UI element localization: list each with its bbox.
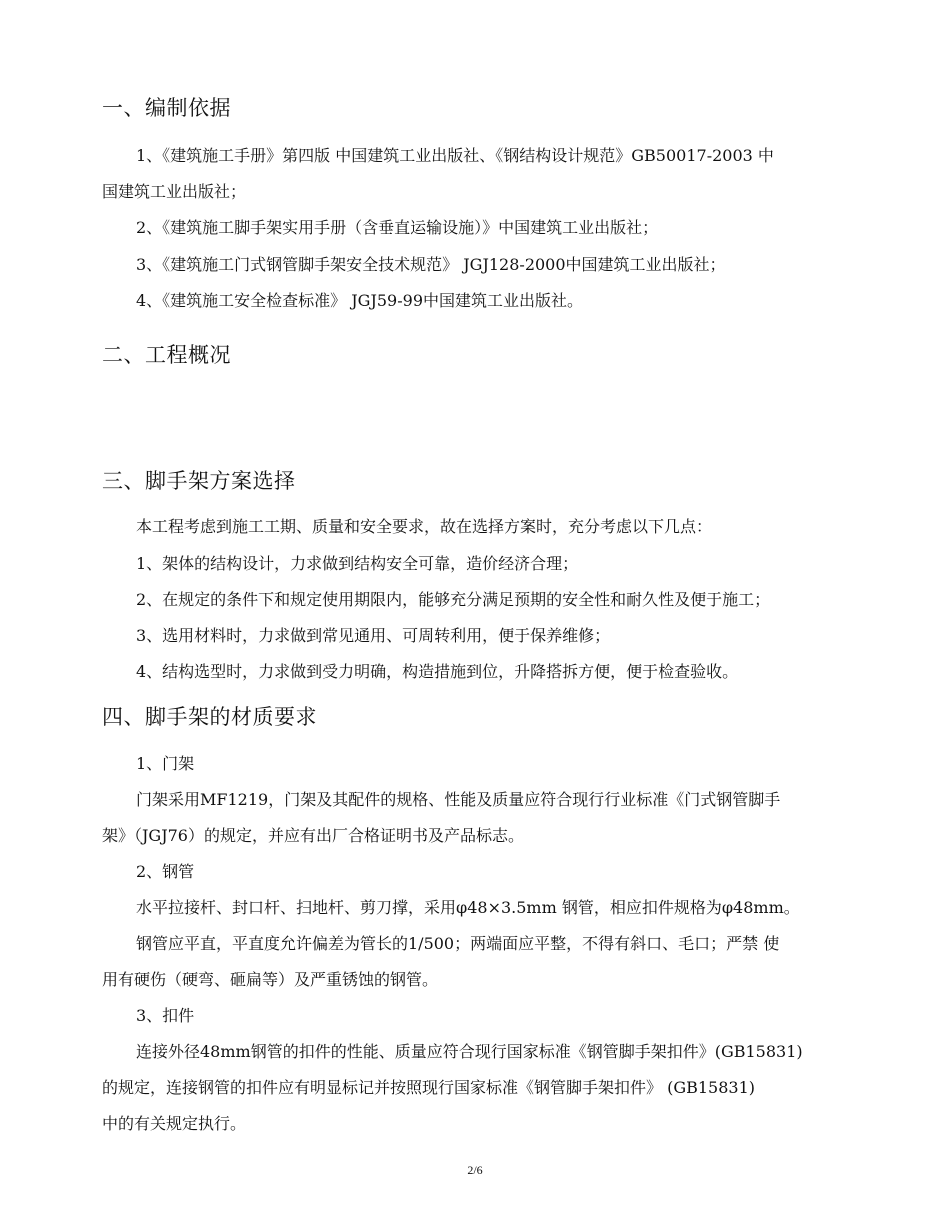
pipe-text-3: 用有硬伤（硬弯、砸扁等）及严重锈蚀的钢管。 — [102, 970, 439, 989]
s1-item-2: 2、《建筑施工脚手架实用手册（含垂直运输设施）》中国建筑工业出版社； — [136, 218, 659, 237]
page-number: 2/6 — [467, 1163, 483, 1177]
coupler-text-2: 的规定，连接钢管的扣件应有明显标记并按照现行国家标准《钢管脚手架扣件》 (GB15831) — [102, 1078, 756, 1097]
s1-item-1: 1、《建筑施工手册》第四版 中国建筑工业出版社、《钢结构设计规范》GB50017-2003 中 — [136, 146, 774, 165]
s3-item-2: 2、在规定的条件下和规定使用期限内，能够充分满足预期的安全性和耐久性及便于施工； — [136, 590, 771, 609]
coupler-heading: 3、扣件 — [136, 1006, 195, 1025]
frame-heading: 1、门架 — [136, 754, 195, 773]
section-4-title: 四、脚手架的材质要求 — [102, 705, 317, 729]
s1-item-4: 4、《建筑施工安全检查标准》 JGJ59-99中国建筑工业出版社。 — [136, 291, 584, 310]
section-1-title: 一、编制依据 — [102, 96, 231, 120]
s1-item-3: 3、《建筑施工门式钢管脚手架安全技术规范》 JGJ128-2000中国建筑工业出版社； — [136, 255, 726, 274]
pipe-text-1: 水平拉接杆、封口杆、扫地杆、剪刀撑，采用φ48×3.5mm 钢管，相应扣件规格为φ48mm。 — [136, 898, 800, 917]
s3-item-1: 1、架体的结构设计，力求做到结构安全可靠，造价经济合理； — [136, 554, 579, 573]
pipe-text-2: 钢管应平直，平直度允许偏差为管长的1/500；两端面应平整，不得有斜口、毛口；严禁 使 — [136, 934, 780, 953]
frame-text-1: 门架采用MF1219，门架及其配件的规格、性能及质量应符合现行行业标准《门式钢管脚手 — [136, 790, 781, 809]
s3-item-4: 4、结构选型时，力求做到受力明确，构造措施到位，升降搭拆方便，便于检查验收。 — [136, 662, 739, 681]
s3-intro: 本工程考虑到施工工期、质量和安全要求，故在选择方案时，充分考虑以下几点： — [136, 517, 713, 536]
section-2-title: 二、工程概况 — [102, 343, 231, 367]
section-3-title: 三、脚手架方案选择 — [102, 469, 296, 493]
pipe-heading: 2、钢管 — [136, 862, 195, 881]
frame-text-2: 架》（JGJ76）的规定，并应有出厂合格证明书及产品标志。 — [102, 826, 524, 845]
s3-item-3: 3、选用材料时，力求做到常见通用、可周转利用，便于保养维修； — [136, 626, 611, 645]
s1-item-1-cont: 国建筑工业出版社； — [102, 182, 247, 201]
coupler-text-1: 连接外径48mm钢管的扣件的性能、质量应符合现行国家标准《钢管脚手架扣件》(GB15831) — [136, 1042, 803, 1061]
coupler-text-3: 中的有关规定执行。 — [102, 1114, 247, 1133]
